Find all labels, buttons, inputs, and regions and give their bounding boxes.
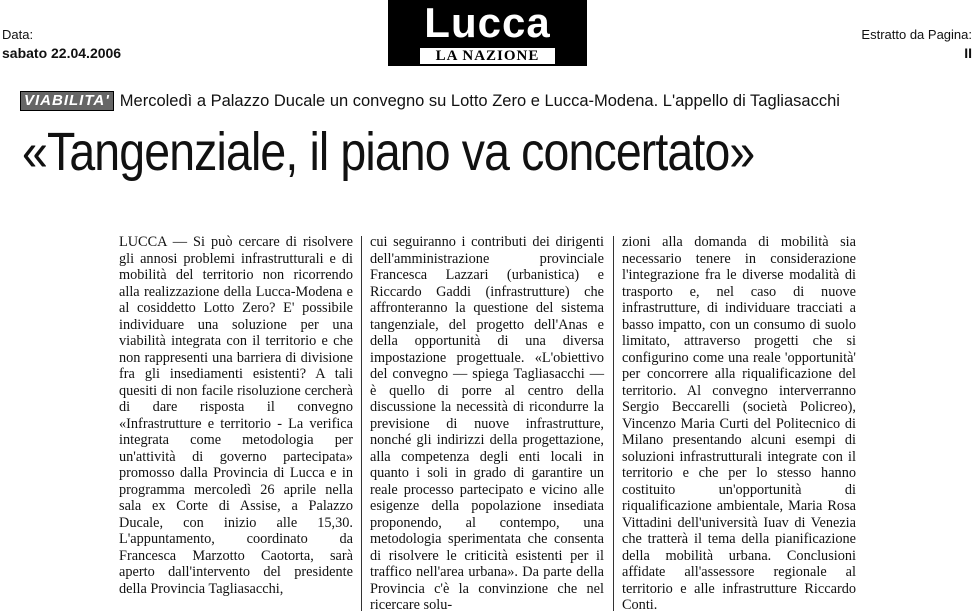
kicker-text: Mercoledì a Palazzo Ducale un convegno su Lotto Zero e Lucca-Modena. L'appello di Tagliasacchi <box>119 92 840 110</box>
column-divider <box>361 236 362 611</box>
date-label: Data: <box>2 27 34 42</box>
column-divider <box>613 236 614 611</box>
masthead-title: Lucca <box>424 0 551 46</box>
page-extract-block <box>861 26 972 62</box>
article-column-2: cui seguiranno i contributi dei dirigenti dell'amministrazione provinciale Francesca Lazzari (urbanistica) e Riccardo Gaddi (infrastrutture) che affronteranno la questione del sistema tangenziale, del progetto dell'Anas e della opportunità di una diversa impostazione progettuale. «L'obiettivo del convegno — spiega Tagliasacchi — è quello di porre al centro della discussione la necessità di ricondurre la previsione di nuove infrastrutture, nonché gli indirizzi della progettazione, alla competenza degli enti locali in quanto i soli in grado di garantire un reale processo partecipato e vicino alle esigenze della popolazione insediata proponendo, al contempo, una metodologia sperimentata che consenta di risolvere le criticità esistenti per il traffico nell'area urbana». Da parte della Provincia c'è la convinzione che nel ricercare solu- <box>370 234 604 613</box>
extract-label: Estratto da Pagina: <box>861 27 972 42</box>
page-number: II <box>964 45 972 61</box>
article-headline: «Tangenziale, il piano va concertato» <box>22 122 755 182</box>
masthead-logo <box>388 0 587 66</box>
masthead-subtitle: LA NAZIONE <box>420 48 555 64</box>
article-column-1: LUCCA — Si può cercare di risolvere gli annosi problemi infrastrutturali e di mobilità del territorio non ricorrendo alla realizzazione della Lucca-Modena e al cosiddetto Lotto Zero? E' possibile individuare una soluzione per una viabilità integrata con il territorio e che non rappresenti una barriera di divisione fra gli insediamenti esistenti? A tali quesiti di non facile risoluzione cercherà di dare risposta il convegno «Infrastrutture e territorio - La verifica integrata come metodologia per un'attività di governo partecipata» promosso dalla Provincia di Lucca e in programma mercoledì 26 aprile nella sala ex Corte di Assise, a Palazzo Ducale, con inizio alle 15,30. L'appuntamento, coordinato da Francesca Marzotto Caotorta, sarà aperto dall'intervento del presidente della Provincia Tagliasacchi, <box>119 234 353 597</box>
date-block <box>2 26 121 62</box>
section-tag: VIABILITA' <box>20 91 114 111</box>
article-column-3: zioni alla domanda di mobilità sia necessario tenere in considerazione l'integrazione fra le diverse modalità di trasporto e, nel caso di nuove infrastrutture, di individuare tracciati a basso impatto, con un consumo di suolo limitato, attraverso progetti che si configurino come una reale 'opportunità' per concorrere alla riqualificazione del territorio. Al convegno interverranno Sergio Beccarelli (società Policreo), Vincenzo Maria Curti del Politecnico di Milano presentando alcuni esempi di soluzioni infrastrutturali integrate con il territorio e che per lo stesso hanno costituito un'opportunità di riqualificazione ambientale, Maria Rosa Vittadini dell'università Iuav di Venezia che tratterà il tema della pianificazione della mobilità urbana. Conclusioni affidate all'assessore regionale al territorio e alle infrastrutture Riccardo Conti. <box>622 234 856 613</box>
article-kicker <box>20 90 840 112</box>
date-value: sabato 22.04.2006 <box>2 45 122 61</box>
